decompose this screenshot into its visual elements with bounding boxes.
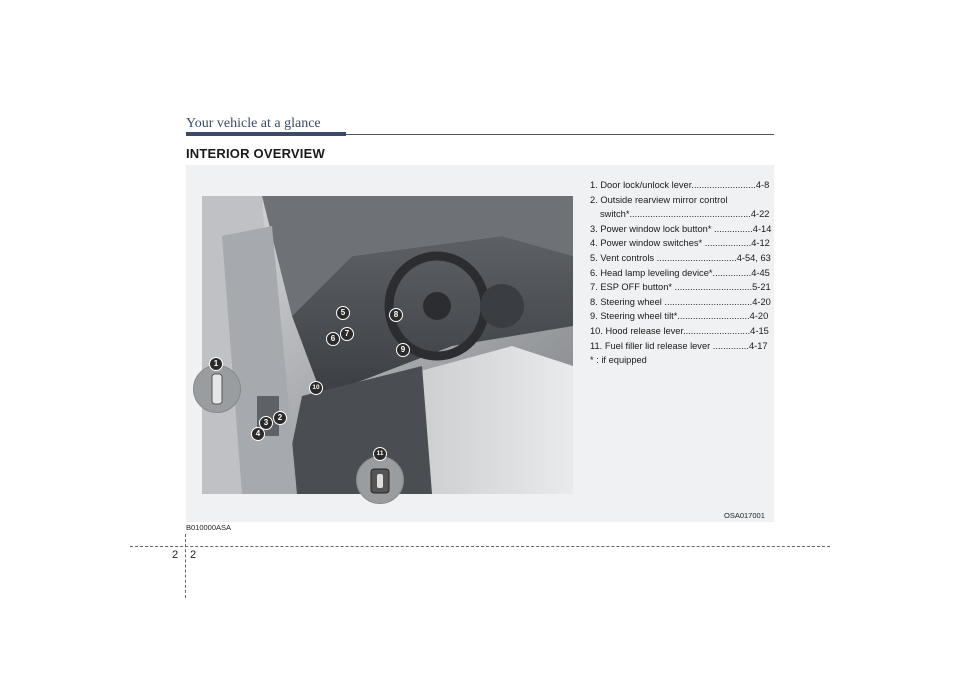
callout-11: 11	[373, 447, 387, 461]
callout-1: 1	[209, 357, 223, 371]
callout-7: 7	[340, 327, 354, 341]
section-heading: INTERIOR OVERVIEW	[186, 146, 325, 161]
callout-3: 3	[259, 416, 273, 430]
figure-code: OSA017001	[724, 511, 765, 520]
callout-10: 10	[309, 381, 323, 395]
legend-footnote: * : if equipped	[590, 355, 647, 366]
legend-item-9: 9. Steering wheel tilt*............................4-20	[590, 311, 769, 322]
legend-item-6: 6. Head lamp leveling device*...............4-45	[590, 267, 770, 278]
legend-item-1: 1. Door lock/unlock lever.........................4-8	[590, 180, 770, 190]
header-title: Your vehicle at a glance	[186, 116, 321, 131]
footer-divider-vertical	[185, 534, 186, 598]
callout-8: 8	[389, 308, 403, 322]
callout-9: 9	[396, 343, 410, 357]
callout-2: 2	[273, 411, 287, 425]
document-code: B010000ASA	[186, 523, 232, 532]
interior-illustration	[202, 196, 573, 494]
door-lever-icon	[194, 366, 240, 412]
legend-item-5: 5. Vent controls ...............................4-54, 63	[590, 252, 771, 263]
footer-divider	[130, 546, 830, 547]
page-number: 2	[190, 549, 197, 561]
legend-item-4: 4. Power window switches* ..................4-12	[590, 238, 770, 249]
zoom-door-lock-lever	[193, 365, 241, 413]
legend-item-2-cont: switch*...............................................4-22	[600, 209, 770, 220]
interior-photo	[202, 196, 573, 494]
zoom-fuel-lid-lever	[356, 456, 404, 504]
header-divider	[346, 134, 774, 135]
legend-item-2: 2. Outside rearview mirror control	[590, 194, 728, 205]
legend-item-7: 7. ESP OFF button* ..............................5-21	[590, 282, 771, 293]
parts-legend	[590, 178, 772, 368]
fuel-lever-icon	[357, 457, 403, 503]
legend-item-10: 10. Hood release lever..........................4-15	[590, 325, 769, 336]
legend-item-11: 11. Fuel filler lid release lever ..............4-17	[590, 340, 768, 351]
legend-item-8: 8. Steering wheel ..................................4-20	[590, 296, 771, 307]
header-rule	[186, 132, 346, 136]
chapter-number: 2	[172, 549, 179, 561]
legend-item-3: 3. Power window lock button* ...............4-14	[590, 223, 772, 234]
callout-6: 6	[326, 332, 340, 346]
callout-5: 5	[336, 306, 350, 320]
callout-4: 4	[251, 427, 265, 441]
